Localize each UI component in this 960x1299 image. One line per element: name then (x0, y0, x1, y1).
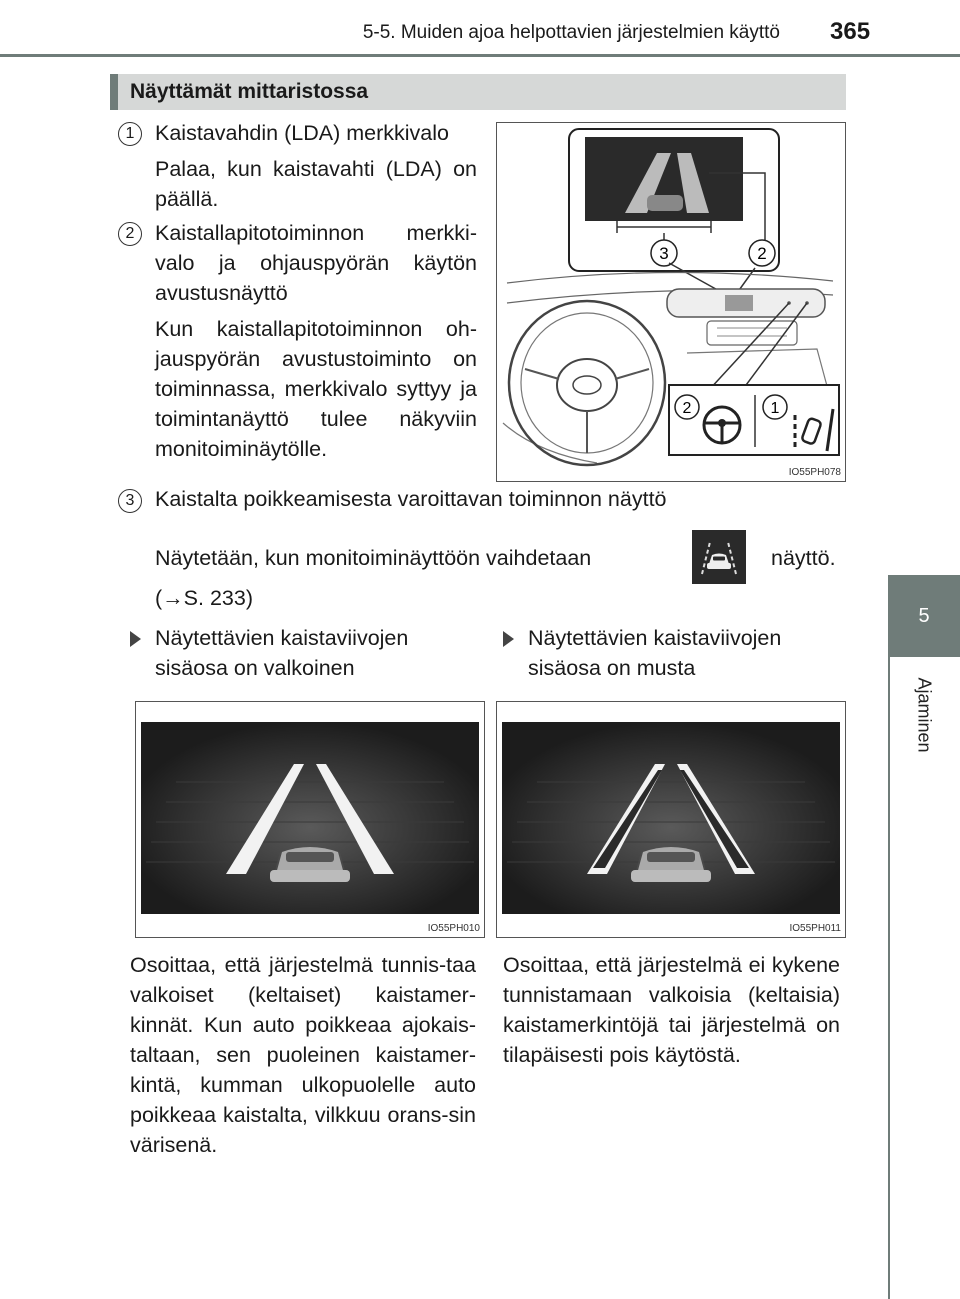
item-1-text: Palaa, kun kaistavahti (LDA) on päällä. (155, 157, 477, 211)
column-2-heading: Näytettävien kaistaviivojen sisäosa on musta (528, 626, 782, 680)
chapter-tab-number: 5 (888, 575, 960, 657)
callout-2b: 2 (682, 400, 692, 417)
item-3-page-ref[interactable]: (→S. 233) (155, 586, 253, 610)
figure-black-lanes (496, 701, 846, 938)
figure-code: IO55PH011 (789, 923, 841, 934)
item-number-3: 3 (118, 489, 142, 513)
item-number-2: 2 (118, 222, 142, 246)
header-rule (0, 54, 960, 57)
bullet-triangle-icon (130, 631, 141, 647)
item-3-text-before: Näytetään, kun monitoiminäyttöön vaihdetaan (155, 546, 592, 570)
header-section-title: 5-5. Muiden ajoa helpottavien järjestelmien käyttö (362, 22, 780, 43)
car-icon (707, 554, 731, 570)
figure-code: IO55PH010 (427, 923, 480, 934)
column-2-caption: Osoittaa, että järjestelmä ei kykene tunnistamaan valkoisia (keltaisia) kaistamerkintöjä tai järjestelmä on tilapäisesti pois käytöstä. (503, 953, 840, 1067)
section-heading: Näyttämät mittaristossa (110, 74, 846, 110)
item-number-1: 1 (118, 122, 142, 146)
figure-code: IO55PH078 (788, 467, 841, 478)
column-1-caption: Osoittaa, että järjestelmä tunnis-taa valkoiset (keltaiset) kaistamer-kinnät. Kun auto poikkeaa ajokais-taltaan, sen puoleinen kaistamer-kintä, kumman ulkopuolelle auto poikkeaa kaistalta, vilkkuu orans-sin värisenä. (130, 953, 476, 1157)
column-1-heading: Näytettävien kaistaviivojen sisäosa on valkoinen (155, 626, 409, 680)
lane-display-white (136, 702, 484, 937)
dashboard-illustration (497, 123, 845, 481)
page-number: 365 (830, 18, 871, 45)
callout-2a: 2 (757, 244, 767, 263)
item-2-text: Kun kaistallapitotoiminnon oh-jauspyörän avustustoiminto on toiminnassa, merkkivalo syttyy ja toimintanäyttö tulee näkyviin monitoiminäytölle. (155, 317, 477, 461)
item-3-text-after: näyttö. (771, 546, 836, 570)
bullet-triangle-icon (503, 631, 514, 647)
chapter-tab-label: Ajaminen (914, 677, 935, 753)
callout-3: 3 (659, 244, 669, 263)
item-3-title: Kaistalta poikkeamisesta varoittavan toiminnon näyttö (155, 487, 667, 511)
item-1-title: Kaistavahdin (LDA) merkkivalo (155, 121, 449, 145)
lda-display-icon (692, 530, 746, 584)
item-2-title: Kaistallapitotoiminnon merkki-valo ja ohjauspyörän käytön avustusnäyttö (155, 221, 477, 305)
callout-1: 1 (770, 400, 780, 417)
dashboard-figure (496, 122, 846, 482)
lane-display-black (497, 702, 845, 937)
figure-white-lanes (135, 701, 485, 938)
